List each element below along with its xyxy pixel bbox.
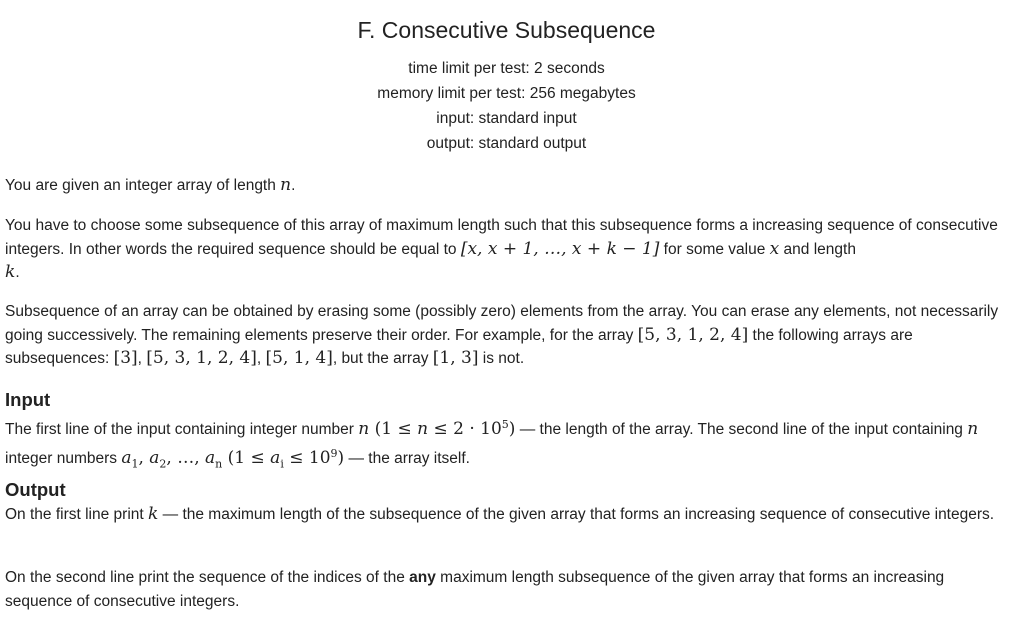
output-heading: Output [5, 479, 66, 500]
time-limit: time limit per test: 2 seconds [408, 60, 605, 77]
math-subseq-2: [5, 3, 1, 2, 4] [146, 348, 257, 368]
statement-paragraph-1: You are given an integer array of length n. [5, 175, 296, 195]
math-k: k [5, 262, 16, 282]
memory-limit: memory limit per test: 256 megabytes [377, 85, 636, 102]
math-subseq-3: [5, 1, 4] [265, 348, 333, 368]
math-n: n [280, 175, 292, 195]
problem-title: F. Consecutive Subsequence [357, 17, 656, 43]
statement-paragraph-3: Subsequence of an array can be obtained by erasing some (possibly zero) elements from the array. You can erase any elements, not necessarily going successively. The remaining elements preserve their order. For example, for the array [5, 3, 1, 2, 4] the following arrays are subsequences: [3], [5, 3, 1, 2, 4], [5, 1, 4], but the array [1, 3] is not. [5, 303, 999, 368]
math-non-subseq: [1, 3] [432, 348, 479, 368]
math-sequence: [x, x + 1, …, x + k − 1] [460, 238, 660, 259]
output-description-1: On the first line print k — the maximum length of the subsequence of the given array that forms an increasing sequence of consecutive integers. [5, 504, 995, 524]
math-x: x [769, 238, 780, 259]
output-spec: output: standard output [426, 135, 587, 152]
math-array: [5, 3, 1, 2, 4] [637, 324, 749, 345]
output-description-2: On the second line print the sequence of the indices of the any maximum length subsequence of the given array that forms an increasing sequence of consecutive integers. [5, 569, 945, 610]
input-description: The first line of the input containing integer number n $(1 \le n \le 2 \cdot 10^5)$ — the length of the array. The second line of the input containing n integer numbers $a_1$, $a_2$, …, $a_n$ $(1 \le a_i \le 10^9)$ — the array itself. [5, 418, 979, 470]
math-subseq-1: [3] [113, 348, 138, 368]
input-heading: Input [5, 389, 51, 410]
statement-paragraph-2: You have to choose some subsequence of this array of maximum length such that this subsequence forms a increasing sequence of consecutive integers. In other words the required sequence should be equal to [x, x + 1, …, x + k − 1] for some value x and length k. [5, 217, 998, 282]
input-spec: input: standard input [436, 110, 577, 127]
